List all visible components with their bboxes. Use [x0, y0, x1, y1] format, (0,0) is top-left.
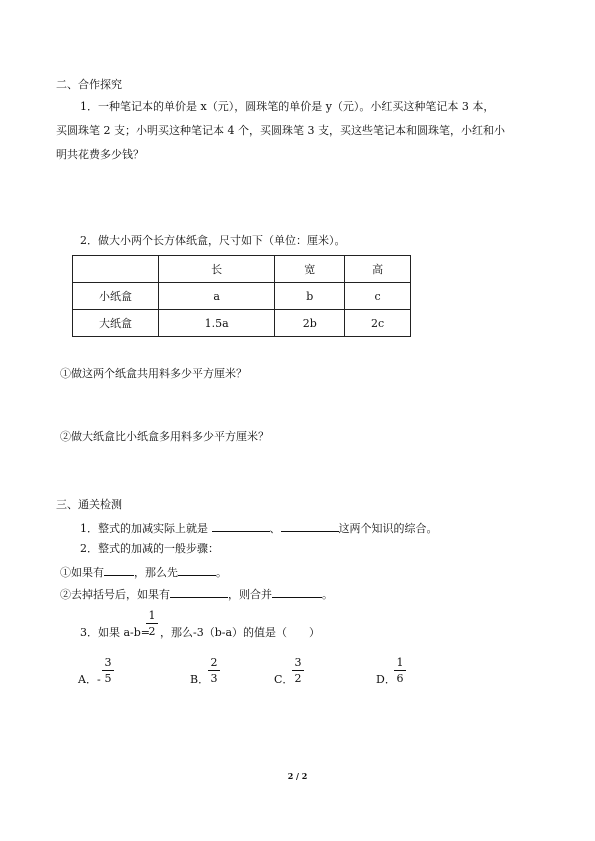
s3-q1 [80, 520, 438, 536]
q1-text-line-3: 明共花费多少钱？ [56, 148, 144, 161]
option-c[interactable] [274, 673, 293, 687]
option-a[interactable] [78, 673, 101, 687]
table-cell: 1.5a [159, 310, 275, 337]
fraction-bar [146, 623, 158, 624]
s3-q2-text: 2．整式的加减的一般步骤： [80, 542, 219, 555]
table-header-row [73, 256, 411, 283]
table-header-cell: 高 [345, 256, 411, 283]
section-heading-checkpoint-test: 三、通关检测 [56, 498, 122, 511]
option-d-fraction [394, 656, 406, 685]
table-header-cell [73, 256, 159, 283]
option-a-fraction [102, 656, 114, 685]
answer-blank[interactable] [272, 586, 322, 598]
fraction-bar [292, 670, 304, 671]
table-cell: 大纸盒 [73, 310, 159, 337]
answer-blank[interactable] [170, 586, 228, 598]
option-label: C． [274, 673, 294, 686]
table-row [73, 283, 411, 310]
answer-blank[interactable] [281, 520, 339, 532]
s3-q1-text-b: 这两个知识的综合。 [338, 522, 438, 535]
fraction-numerator: 2 [210, 656, 218, 669]
table-row [73, 310, 411, 337]
table-cell: b [275, 283, 345, 310]
fraction-denominator: 3 [210, 672, 218, 685]
fraction-denominator: 6 [396, 672, 404, 685]
step2-text-c: 。 [322, 588, 333, 601]
box-dimension-table [72, 255, 411, 337]
s3-q1-text-a: 1．整式的加减实际上就是 [80, 522, 208, 535]
q2-intro: 2．做大小两个长方体纸盒，尺寸如下（单位：厘米）。 [80, 234, 346, 247]
step2-text-b: ，则合并 [228, 588, 272, 601]
fraction-denominator: 5 [104, 672, 112, 685]
option-b[interactable] [190, 673, 209, 687]
option-c-fraction [292, 656, 304, 685]
table-cell: 2b [275, 310, 345, 337]
option-label: D． [376, 673, 396, 686]
q2-subquestion-2: ②做大纸盒比小纸盒多用料多少平方厘米？ [60, 430, 269, 443]
table-header-cell: 宽 [275, 256, 345, 283]
fraction-bar [208, 670, 220, 671]
fraction-bar [102, 670, 114, 671]
option-label: B． [190, 673, 210, 686]
fraction-denominator: 2 [294, 672, 302, 685]
step1-text-a: ①如果有 [60, 566, 104, 579]
section-heading-cooperative-inquiry: 二、合作探究 [56, 78, 122, 91]
page-number: 2 / 2 [287, 771, 308, 781]
s3-q2-step-2 [60, 586, 333, 602]
q1-text-line-1: 1．一种笔记本的单价是 x（元），圆珠笔的单价是 y（元）。小红买这种笔记本 3 本， [80, 100, 495, 113]
option-sign: - [96, 673, 101, 686]
s3-q3-text-b: ，那么-3（b-a）的值是（ ） [160, 626, 321, 639]
s3-q3-text-a: 3．如果 a-b= [80, 626, 151, 639]
table-cell: c [345, 283, 411, 310]
answer-blank[interactable] [104, 564, 134, 576]
table-cell: 小纸盒 [73, 283, 159, 310]
table-header-cell: 长 [159, 256, 275, 283]
answer-blank[interactable] [178, 564, 216, 576]
s3-q2-step-1 [60, 564, 227, 580]
q1-text-line-2: 买圆珠笔 2 支；小明买这种笔记本 4 个，买圆珠笔 3 支，买这些笔记本和圆珠笔，小红和小 [56, 124, 505, 137]
answer-blank[interactable] [212, 520, 270, 532]
step2-text-a: ②去掉括号后，如果有 [60, 588, 170, 601]
s3-q1-separator: 、 [269, 522, 281, 535]
step1-text-b: ，那么先 [134, 566, 178, 579]
fraction-denominator: 2 [148, 625, 156, 638]
fraction-numerator: 3 [104, 656, 112, 669]
step1-text-c: 。 [216, 566, 227, 579]
fraction-bar [394, 670, 406, 671]
fraction-numerator: 1 [148, 609, 156, 622]
table-cell: 2c [345, 310, 411, 337]
table-cell: a [159, 283, 275, 310]
q2-subquestion-1: ①做这两个纸盒共用料多少平方厘米？ [60, 367, 247, 380]
given-fraction [146, 609, 158, 638]
fraction-numerator: 1 [396, 656, 404, 669]
option-b-fraction [208, 656, 220, 685]
fraction-numerator: 3 [294, 656, 302, 669]
option-label: A． [78, 673, 97, 686]
option-d[interactable] [376, 673, 396, 687]
